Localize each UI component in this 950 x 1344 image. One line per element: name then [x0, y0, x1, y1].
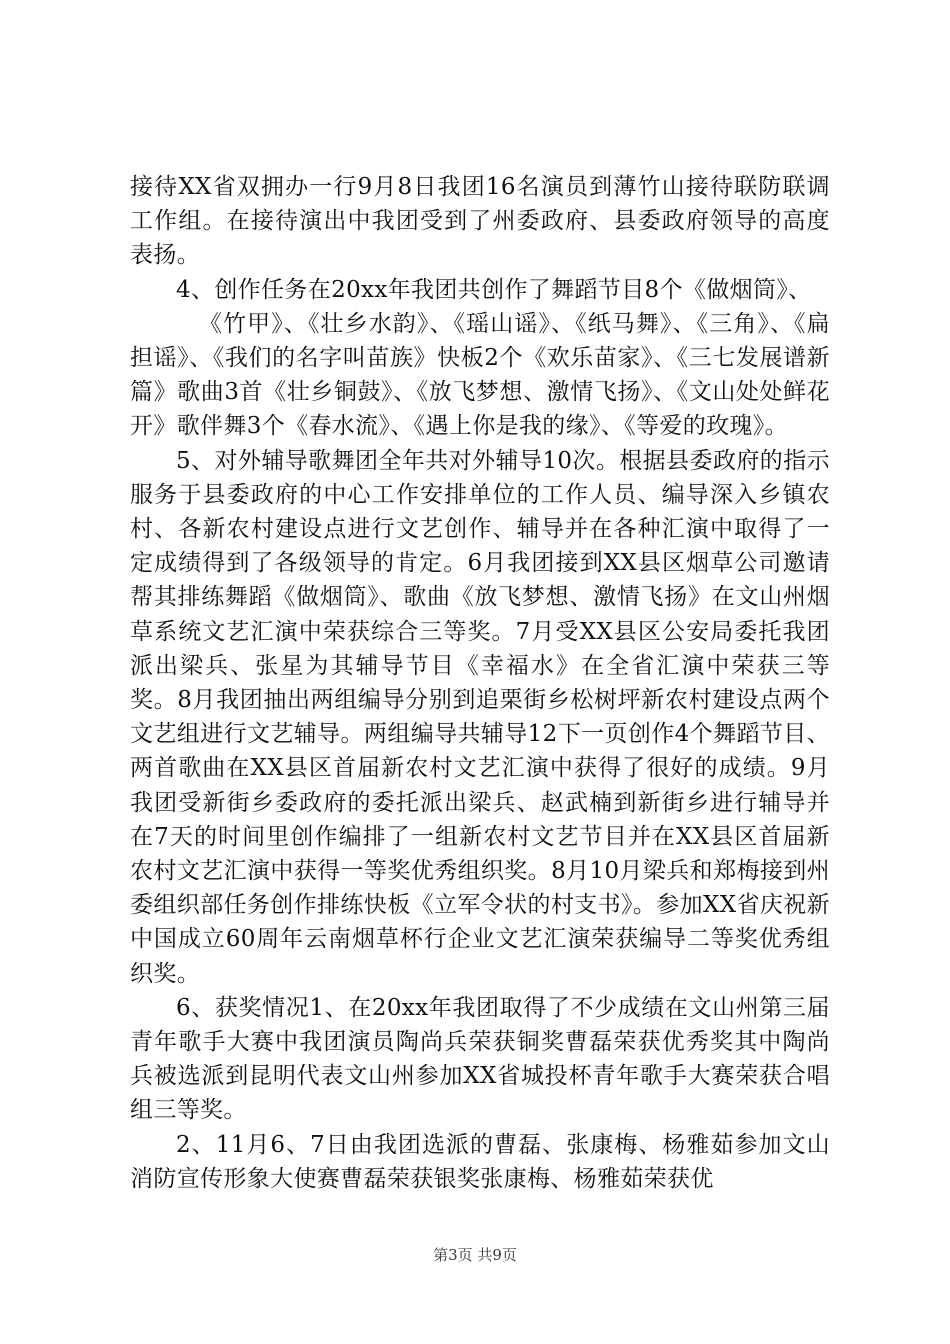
- paragraph-awards: 6、获奖情况1、在20xx年我团取得了不少成绩在文山州第三届青年歌手大赛中我团演员陶尚兵荣获铜奖曹磊荣获优秀奖其中陶尚兵被选派到昆明代表文山州参加XX省城投杯青年歌手大赛荣获合唱组三等奖。: [130, 994, 830, 1124]
- paragraph-fire-ambassador: 2、11月6、7日由我团选派的曹磊、张康梅、杨雅茹参加文山消防宣传形象大使赛曹磊荣获银奖张康梅、杨雅茹荣获优: [130, 1131, 830, 1192]
- paragraph-external-coaching: 5、对外辅导歌舞团全年共对外辅导10次。根据县委政府的指示服务于县委政府的中心工作安排单位的工作人员、编导深入乡镇农村、各新农村建设点进行文艺创作、辅导并在各种汇演中取得了一定成绩得到了各级领导的肯定。6月我团接到XX县区烟草公司邀请帮其排练舞蹈《做烟筒》、歌曲《放飞梦想、激情飞扬》在文山州烟草系统文艺汇演中荣获综合三等奖。7月受XX县区公安局委托我团派出梁兵、张星为其辅导节目《幸福水》在全省汇演中荣获三等奖。8月我团抽出两组编导分别到追栗街乡松树坪新农村建设点两个文艺组进行文艺辅导。两组编导共辅导12下一页创作4个舞蹈节目、两首歌曲在XX县区首届新农村文艺汇演中获得了很好的成绩。9月我团受新街乡委政府的委托派出梁兵、赵武楠到新街乡进行辅导并在7天的时间里创作编排了一组新农村文艺节目并在XX县区首届新农村文艺汇演中获得一等奖优秀组织奖。8月10月梁兵和郑梅接到州委组织部任务创作排练快板《立军令状的村支书》。参加XX省庆祝新中国成立60周年云南烟草杯行企业文艺汇演荣获编导二等奖优秀组织奖。: [130, 447, 830, 987]
- page-number-footer: 第3页 共9页: [433, 1246, 517, 1264]
- paragraph-program-list: 《竹甲》、《壮乡水韵》、《瑶山谣》、《纸马舞》、《三角》、《扁担谣》、《我们的名字叫苗族》快板2个《欢乐苗家》、《三七发展谱新篇》歌曲3首《壮乡铜鼓》、《放飞梦想、激情飞扬》、《文山处处鲜花开》歌伴舞3个《春水流》、《遇上你是我的缘》、《等爱的玫瑰》。: [130, 310, 830, 440]
- paragraph-creative-tasks: 4、创作任务在20xx年我团共创作了舞蹈节目8个《做烟筒》、: [176, 276, 812, 303]
- document-body: [130, 170, 830, 1196]
- paragraph-reception: 接待XX省双拥办一行9月8日我团16名演员到薄竹山接待联防联调工作组。在接待演出中我团受到了州委政府、县委政府领导的高度表扬。: [130, 174, 830, 269]
